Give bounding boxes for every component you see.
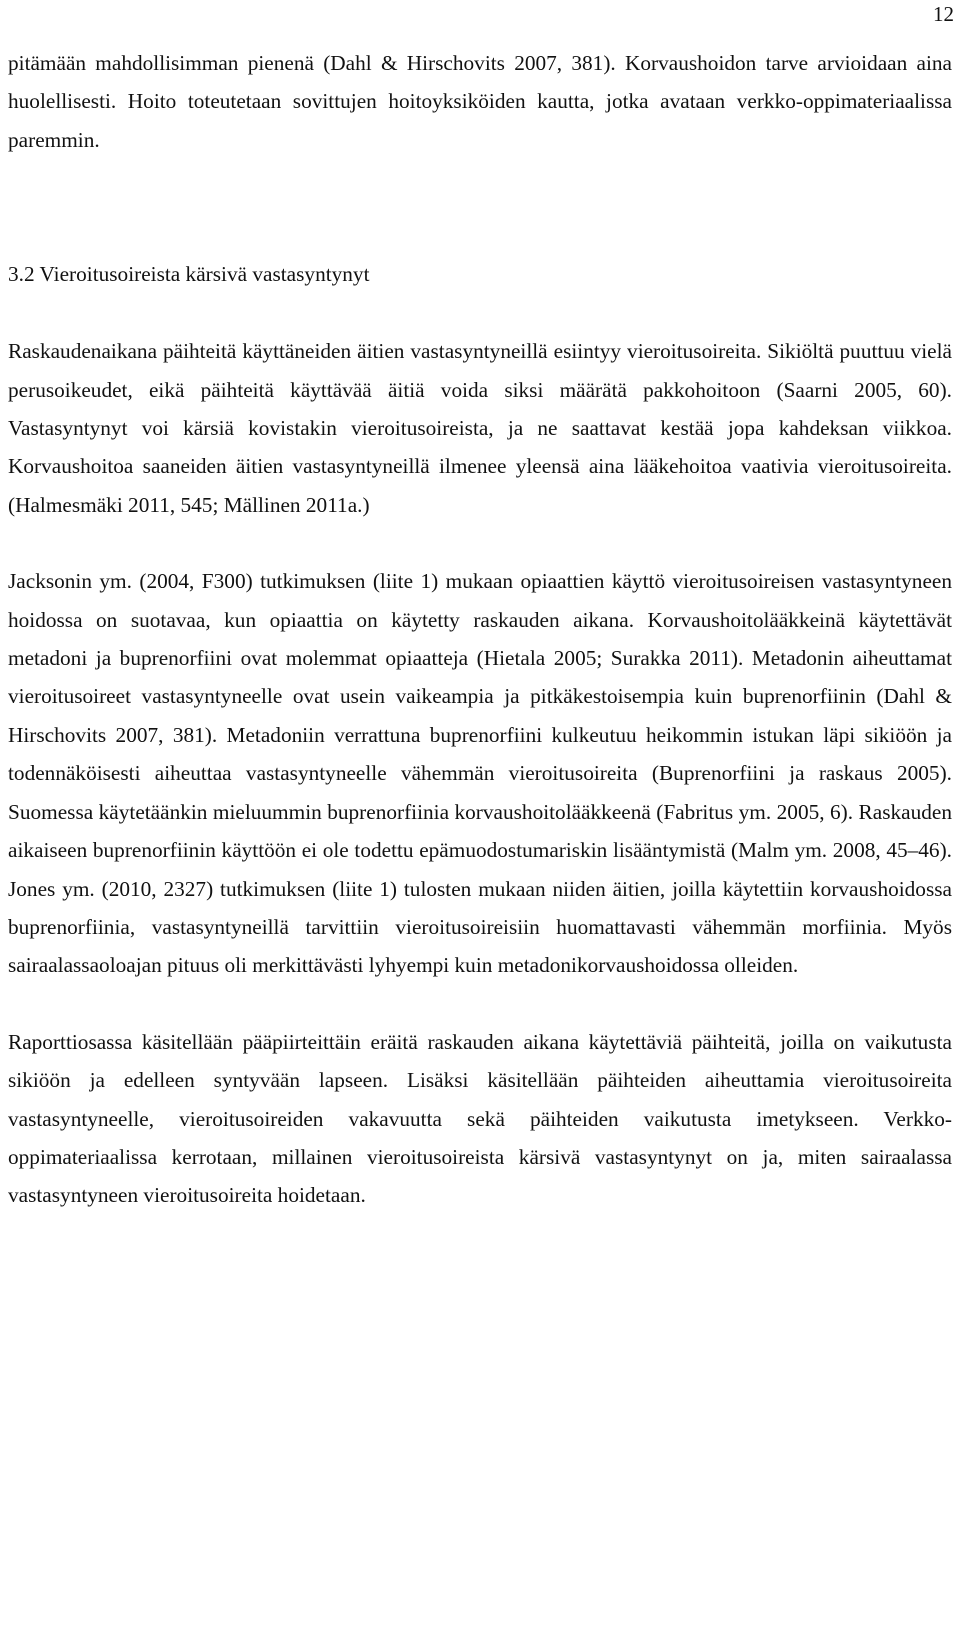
paragraph-opiate-treatment: Jacksonin ym. (2004, F300) tutkimuksen (liite 1) mukaan opiaattien käyttö vieroitusoireisen vastasyntyneen hoidossa on suotavaa, kun opiaattia on käytetty raskauden aikana. Korvaushoitolääkkeinä käytettävät metadoni ja buprenorfiini ovat molemmat opiaatteja (Hietala 2005; Surakka 2011). Metadonin aiheuttamat vieroitusoireet vastasyntyneelle ovat usein vaikeampia ja pitkäkestoisempia kuin buprenorfiinin (Dahl & Hirschovits 2007, 381). Metadoniin verrattuna buprenorfiini kulkeutuu heikommin istukan läpi sikiöön ja todennäköisesti aiheuttaa vastasyntyneelle vähemmän vieroitusoireita (Buprenorfiini ja raskaus 2005). Suomessa käytetäänkin mieluummin buprenorfiinia korvaushoitolääkkeenä (Fabritus ym. 2005, 6). Raskauden aikaiseen buprenorfiinin käyttöön ei ole todettu epämuodostumariskin lisääntymistä (Malm ym. 2008, 45–46). Jones ym. (2010, 2327) tutkimuksen (liite 1) tulosten mukaan niiden äitien, joilla käytettiin korvaushoidossa buprenorfiinia, vastasyntyneillä tarvittiin vieroitusoireisiin huomattavasti vähemmän morfiinia. Myös sairaalassaoloajan pituus oli merkittävästi lyhyempi kuin metadonikorvaushoidossa olleiden. xyxy=(8,569,952,978)
paragraph-withdrawal-symptoms: Raskaudenaikana päihteitä käyttäneiden äitien vastasyntyneillä esiintyy vieroitusoireita. Sikiöltä puuttuu vielä perusoikeudet, eikä päihteitä käyttävää äitiä voida siksi määrätä pakkohoitoon (Saarni 2005, 60). Vastasyntynyt voi kärsiä kovistakin vieroitusoireista, ja ne saattavat kestää jopa kahdeksan viikkoa. Korvaushoitoa saaneiden äitien vastasyntyneillä ilmenee yleensä aina lääkehoitoa vaativia vieroitusoireita. (Halmesmäki 2011, 545; Mällinen 2011a.) xyxy=(8,339,952,517)
page-number: 12 xyxy=(933,2,954,26)
paragraph-report-overview: Raporttiosassa käsitellään pääpiirteittäin eräitä raskauden aikana käytettäviä päihteitä, joilla on vaikutusta sikiöön ja edelleen syntyvään lapseen. Lisäksi käsitellään päihteiden aiheuttamia vieroitusoireita vastasyntyneelle, vieroitusoireiden vakavuutta sekä päihteiden vaikutusta imetykseen. Verkko-oppimateriaalissa kerrotaan, millainen vieroitusoireista kärsivä vastasyntynyt on ja, miten sairaalassa vastasyntyneen vieroitusoireita hoidetaan. xyxy=(8,1029,952,1208)
section-heading: 3.2 Vieroitusoireista kärsivä vastasyntynyt xyxy=(8,262,370,287)
paragraph-intro: pitämään mahdollisimman pienenä (Dahl & Hirschovits 2007, 381). Korvaushoidon tarve arvioidaan aina huolellisesti. Hoito toteutetaan sovittujen hoitoyksiköiden kautta, jotka avataan verkko-oppimateriaalissa paremmin. xyxy=(8,51,952,152)
page-content xyxy=(8,44,952,1215)
